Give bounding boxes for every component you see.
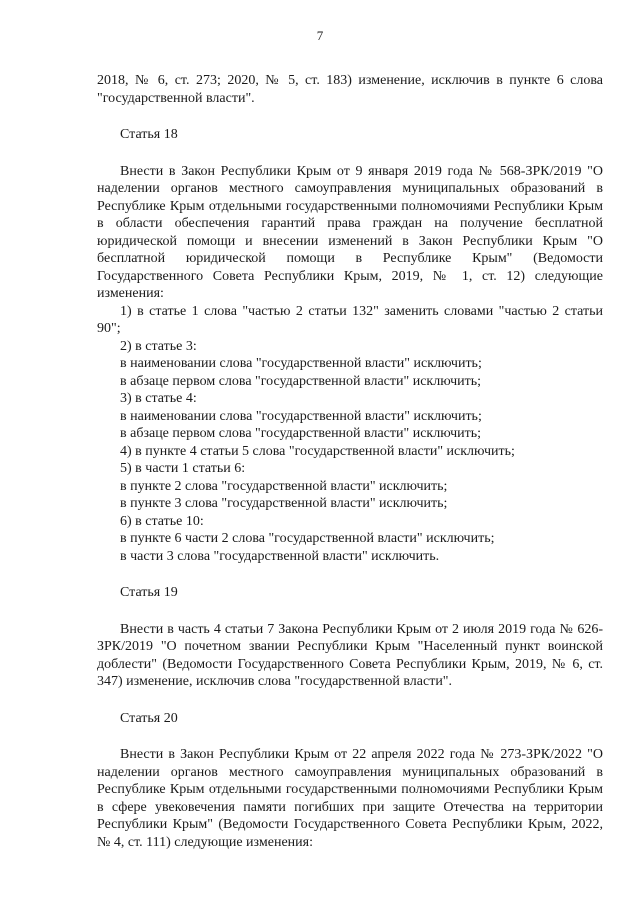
intro-paragraph: 2018, № 6, ст. 273; 2020, № 5, ст. 183) изменение, исключив в пункте 6 слова "государственной власти". xyxy=(97,73,603,106)
article-18-line: в наименовании слова "государственной власти" исключить; xyxy=(120,408,482,424)
article-19-body: Внести в часть 4 статьи 7 Закона Республики Крым от 2 июля 2019 года № 626-ЗРК/2019 "О почетном звании Республики Крым "Населенный пункт воинской доблести" (Ведомости Государственного Совета Республики Крым, 2019, № 6, ст. 347) изменение, исключив слова "государственной власти". xyxy=(97,621,603,689)
article-18-line: 3) в статье 4: xyxy=(120,391,197,406)
article-19-heading: Статья 19 xyxy=(120,585,178,600)
article-18-line: 4) в пункте 4 статьи 5 слова "государственной власти" исключить; xyxy=(120,443,515,459)
article-18-line: в пункте 3 слова "государственной власти" исключить; xyxy=(120,496,448,511)
article-18-line: 2) в статье 3: xyxy=(120,338,197,354)
article-18-line: в наименовании слова "государственной власти" исключить; xyxy=(120,356,482,371)
article-20-body: Внести в Закон Республики Крым от 22 апреля 2022 года № 273-ЗРК/2022 "О наделении органов местного самоуправления муниципальных образований в Республике Крым отдельными государственными полномочиями Республики Крым в сфере увековечения памяти погибших при защите Отечества на территории Республики Крым" (Ведомости Государственного Совета Республики Крым, 2022, № 4, ст. 111) следующие изменения: xyxy=(97,747,603,850)
article-18-line: 6) в статье 10: xyxy=(120,513,204,529)
article-18-line: 5) в части 1 статьи 6: xyxy=(120,461,246,476)
article-18-intro: Внести в Закон Республики Крым от 9 января 2019 года № 568-ЗРК/2019 "О наделении органов местного самоуправления муниципальных образований в Республике Крым отдельными государственными полномочиями Республики Крым в области обеспечения гарантий права граждан на получение бесплатной юридической помощи и внесении изменений в Закон Республики Крым "О бесплатной юридической помощи в Республике Крым" (Ведомости Государственного Совета Республики Крым, 2019, № 1, ст. 12) следующие изменения: xyxy=(97,163,603,301)
article-18-line: в абзаце первом слова "государственной власти" исключить; xyxy=(120,373,482,389)
article-18-line: в части 3 слова "государственной власти" исключить. xyxy=(120,548,440,564)
article-18-line: в пункте 2 слова "государственной власти" исключить; xyxy=(120,478,448,494)
article-18-item-1: 1) в статье 1 слова "частью 2 статьи 132" заменить словами "частью 2 статьи 90"; xyxy=(97,303,603,336)
page-number: 7 xyxy=(316,28,324,43)
article-18-line: в пункте 6 части 2 слова "государственной власти" исключить; xyxy=(120,531,495,546)
article-20-heading: Статья 20 xyxy=(120,710,178,726)
article-18-heading: Статья 18 xyxy=(120,127,178,142)
document-body xyxy=(97,72,603,851)
article-18-line: в абзаце первом слова "государственной власти" исключить; xyxy=(120,426,482,441)
